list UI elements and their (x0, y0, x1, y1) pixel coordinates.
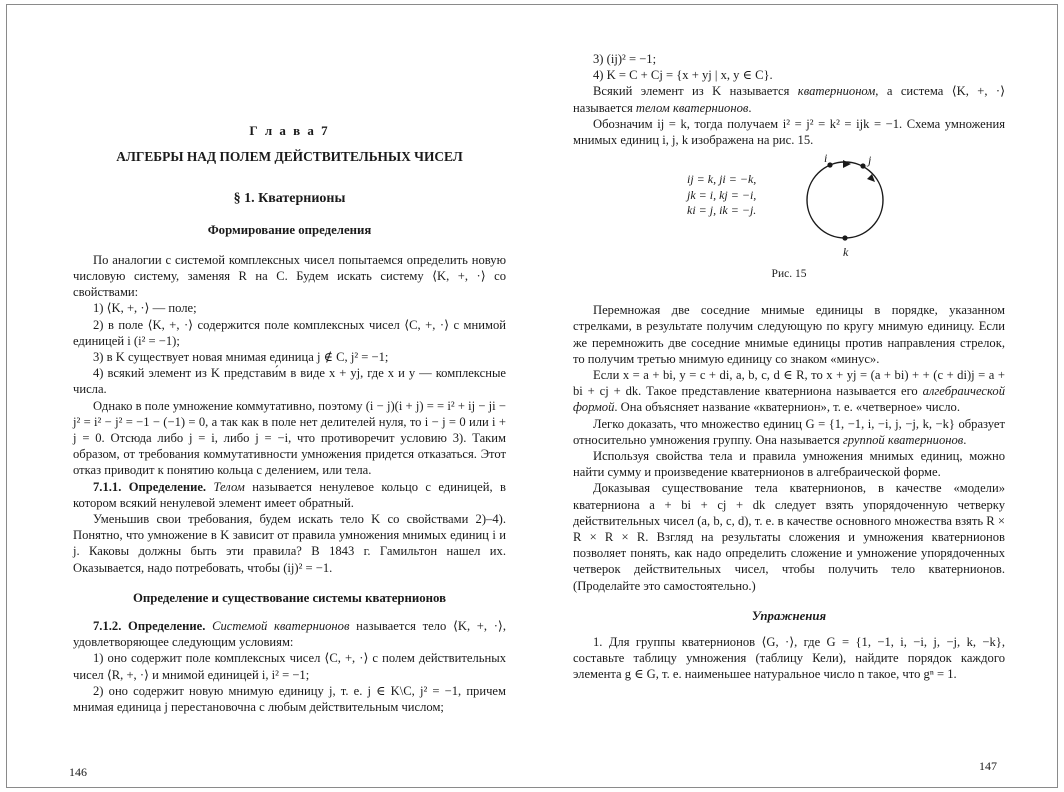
text-run: . (748, 100, 752, 115)
chapter-label: Г л а в а 7 (249, 123, 330, 138)
arrow-head-icon (843, 160, 851, 168)
list-item: 4) всякий элемент из K представи́м в виде x + yj, где x и y — комплексные числа. (73, 366, 506, 397)
paragraph (573, 367, 1005, 416)
list-item: 2) оно содержит новую мнимую единицу j, т. е. j ∈ K\C, j² = −1, причем мнимая единица j перестановочна с любым действительным числом; (73, 683, 506, 715)
subsection-title: Определение и существование системы кватернионов (132, 590, 447, 605)
term: алгебраической формой (573, 384, 1005, 415)
unit-circle (807, 162, 883, 238)
relation-line: ki = j, ik = −j. (687, 203, 757, 218)
list-item: 1) ⟨K, +, ·⟩ — поле; (93, 301, 197, 316)
definition-7-1-1 (73, 479, 506, 511)
left-text-column (73, 123, 506, 715)
paragraph: Доказывая существование тела кватернионов, в качестве «модели» кватерниона a + bi + cj + dk следует взять упорядоченную четверку действительных чисел (a, b, c, d), т. е. в качестве основного множества взять R × R × R × R. Взгляд на результаты сложения и умножения кватернионов позволяет понять, как надо определить сложение и умножение упорядоченных четверок действительных чисел, чтобы получить тело кватернионов. (Проделайте это самостоятельно.) (573, 481, 1005, 593)
paragraph: Используя свойства тела и правила умножения мнимых единиц, можно найти сумму и произведение кватернионов в алгебраической форме. (573, 449, 1005, 480)
paragraph (573, 416, 1005, 448)
intro-block (73, 252, 506, 576)
definition-text: называется тело ⟨K, +, ·⟩, удовлетворяющее следующим условиям: (73, 619, 506, 650)
main-block (573, 302, 1005, 594)
book-spread (6, 4, 1058, 788)
left-page (7, 5, 533, 787)
paragraph: По аналогии с системой комплексных чисел попытаемся определить новую числовую систему, заменяя R на C. Будем искать систему ⟨K, +, ·⟩ со свойствами: (73, 252, 506, 300)
right-page (533, 5, 1057, 787)
point-k (842, 236, 847, 241)
definition-7-1-2 (73, 618, 506, 650)
list-item: 1) оно содержит поле комплексных чисел ⟨C, +, ·⟩ с полем действительных чисел ⟨R, +, ·⟩ и мнимой единицей i, i² = −1; (73, 651, 506, 682)
section-title: § 1. Кватернионы (233, 191, 346, 207)
multiplication-relations (687, 172, 756, 219)
chapter-title: АЛГЕБРЫ НАД ПОЛЕМ ДЕЙСТВИТЕЛЬНЫХ ЧИСЕЛ (116, 149, 463, 165)
term: кватернионом (797, 84, 876, 99)
paragraph (573, 83, 1005, 115)
text-run: . Она объясняет название «кватернион», т. е. «четверное» число. (614, 400, 960, 415)
text-run: Если x = a + bi, y = c + di, a, b, c, d ∈ R, то x + yj = (a + bi) + + (c + di)j = a + bi + cj + dk. Такое представление кватерниона называется его (573, 368, 1005, 399)
list-item: 3) в K существует новая мнимая единица j ∉ C, j² = −1; (93, 350, 389, 365)
paragraph: Обозначим ij = k, тогда получаем i² = j² = k² = ijk = −1. Схема умножения мнимых единиц i, j, k изображена на рис. 15. (573, 116, 1005, 148)
paragraph: Перемножая две соседние мнимые единицы в порядке, указанном стрелками, в результате получим следующую по кругу мнимую единицу. Если же перемножить две соседние мнимые единицы против направления стрелок, то получим третью мнимую единицу со знаком «минус». (573, 303, 1005, 366)
term: группой кватернионов (842, 432, 964, 447)
point-i (827, 163, 832, 168)
figure-15 (573, 148, 1005, 288)
term: телом кватернионов (635, 100, 749, 115)
page-number: 146 (69, 765, 87, 779)
definition-text: называется ненулевое кольцо с единицей, в котором всякий ненулевой элемент имеет обратный. (73, 479, 506, 510)
definition-block (73, 618, 506, 715)
list-item: 4) K = C + Cj = {x + yj | x, y ∈ C}. (593, 68, 773, 83)
definition-term: Системой кватернионов (212, 619, 350, 634)
subsection-title: Формирование определения (207, 222, 372, 237)
exercise-item: 1. Для группы кватернионов ⟨G, ·⟩, где G = {1, −1, i, −i, j, −j, k, −k}, составьте таблицу умножения (таблицу Кели), найдите порядок каждого элемента g ∈ G, т. е. наименьшее натуральное число n такое, что gⁿ = 1. (573, 635, 1005, 682)
text-run: Легко доказать, что множество единиц G = {1, −1, i, −i, j, −j, k, −k} образует относительно умножения группу. Она называется (573, 416, 1005, 447)
definition-term: Телом (213, 479, 245, 494)
page-number: 147 (979, 759, 997, 773)
label-j: j (868, 153, 872, 168)
relation-line: jk = i, kj = −i, (687, 187, 757, 202)
label-k: k (843, 245, 849, 260)
text-run: , а система ⟨K, +, ·⟩ называется (573, 84, 1006, 115)
text-run: . (963, 432, 967, 447)
quaternion-circle-diagram (795, 154, 925, 254)
relation-line: ij = k, ji = −k, (687, 172, 757, 187)
label-i: i (824, 151, 828, 166)
figure-caption: Рис. 15 (771, 268, 807, 281)
list-item: 3) (ij)² = −1; (593, 52, 657, 66)
exercises-title: Упражнения (751, 608, 827, 623)
paragraph: Однако в поле умножение коммутативно, поэтому (i − j)(i + j) = = i² + ij − ji − j² = i² − j² = −1 − (−1) = 0, а так как в поле нет делителей нуля, то i − j = 0 или i + j = 0. Отсюда либо j = i, либо j = −i, что противоречит условию 3). Таким образом, от требования коммутативности умножения придется отказаться. Этот отказ приводит к понятию кольца с делением, или тела. (73, 398, 506, 478)
list-item: 2) в поле ⟨K, +, ·⟩ содержится поле комплексных чисел ⟨C, +, ·⟩ с мнимой единицей i (i² = −1); (73, 317, 506, 348)
text-run: Всякий элемент из K называется (593, 84, 790, 99)
right-text-column (573, 51, 1005, 683)
definition-label: 7.1.2. Определение. (93, 619, 206, 634)
point-j (860, 164, 865, 169)
definition-label: 7.1.1. Определение. (93, 479, 207, 494)
paragraph: Уменьшив свои требования, будем искать тело K со свойствами 2)–4). Понятно, что умножение в K зависит от правила умножения мнимых единиц i и j. Каковы должны быть эти правила? В 1843 г. Гамильтон нашел их. Оказывается, надо потребовать, чтобы (ij)² = −1. (73, 512, 506, 575)
